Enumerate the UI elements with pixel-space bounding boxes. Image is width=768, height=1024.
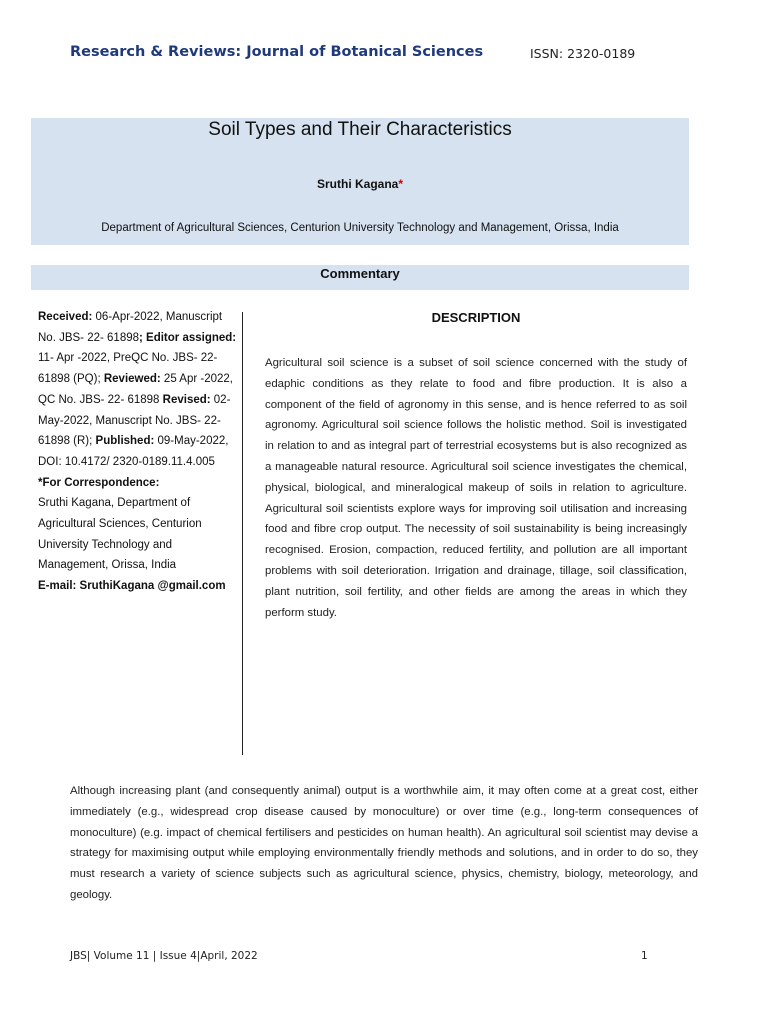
article-type: Commentary [320, 266, 400, 281]
editor-assigned-label: ; Editor assigned: [139, 331, 237, 344]
title-band [31, 118, 689, 245]
email-line [38, 576, 238, 597]
dates-block [38, 307, 238, 473]
description-paragraph: Agricultural soil science is a subset of soil science concerned with the study of edaphic conditions as they relate to food and fibre production. It is also a component of the field of agronomy in this sense, and is hence referred to as soil agronomy. Agricultural soil science follows the holistic method. Soil is investigated in relation to and as integral part of terrestrial ecosystems but is also recognized as a manageable natural resource. Agricultural soil science investigates the chemical, physical, biological, and mineralogical makeup of soils in relation to agriculture. Agricultural soil scientists explore ways for improving soil utilisation and increasing food and fibre crop output. The necessity of soil sustainability is being increasingly recognised. Erosion, compaction, reduced fertility, and pollution are all important problems with soil deterioration. Irrigation and drainage, tillage, soil classification, plant nutrition, soil fertility, and other fields are among the areas in which they perform study. [265, 357, 687, 619]
revised-text: 02- May-2022, Manuscript No. JBS- 22- 61898 (R); [38, 393, 231, 448]
author-name-text: Sruthi Kagana [316, 177, 399, 191]
published-text: 09-May-2022, DOI: 10.4172/ 2320-0189.11.4.005 [38, 435, 229, 468]
editor-assigned-text: 11- Apr -2022, PreQC No. JBS- 22- 61898 (PQ); [38, 352, 218, 386]
journal-title: Research & Reviews: Journal of Botanical Sciences [70, 44, 484, 60]
reviewed-label: Reviewed: [103, 373, 161, 386]
corresponding-author-mark: * [398, 177, 404, 191]
issn: ISSN: 2320-0189 [530, 46, 636, 61]
correspondence-text: Sruthi Kagana, Department of Agricultural Sciences, Centurion University Technology and Management, Orissa, India [38, 497, 202, 572]
article-type-band [31, 265, 689, 290]
column-divider [242, 312, 243, 755]
page-number: 1 [641, 950, 648, 962]
author-affiliation: Department of Agricultural Sciences, Centurion University Technology and Management, Orissa, India [101, 222, 619, 234]
section-heading: DESCRIPTION [431, 310, 521, 325]
correspondence-label-text: *For Correspondence: [38, 476, 160, 489]
revised-label: Revised: [162, 393, 211, 406]
published-label: Published: [95, 435, 155, 448]
received-text: 06-Apr-2022, Manuscript No. JBS- 22- 61898 [38, 311, 223, 344]
author-name [31, 177, 689, 191]
article-metadata [38, 307, 238, 597]
correspondence-label [38, 473, 238, 494]
reviewed-text: 25 Apr -2022, QC No. JBS- 22- 61898 [38, 373, 233, 406]
email-text: E-mail: SruthiKagana @gmail.com [38, 580, 226, 593]
full-width-paragraph: Although increasing plant (and consequently animal) output is a worthwhile aim, it may often come at a great cost, either immediately (e.g., widespread crop disease caused by monoculture) or over time (e.g., long-term consequences of monoculture) (e.g. impact of chemical fertilisers and pesticides on human health). An agricultural soil scientist may devise a strategy for maximising output while employing environmentally friendly methods and solutions, and in order to do so, they must research a variety of science subjects such as agricultural science, physics, chemistry, biology, meteorology, and geology. [70, 785, 698, 901]
paper-title: Soil Types and Their Characteristics [208, 119, 512, 140]
received-label: Received: [38, 311, 93, 323]
footer-citation: JBS| Volume 11 | Issue 4|April, 2022 [70, 950, 258, 962]
